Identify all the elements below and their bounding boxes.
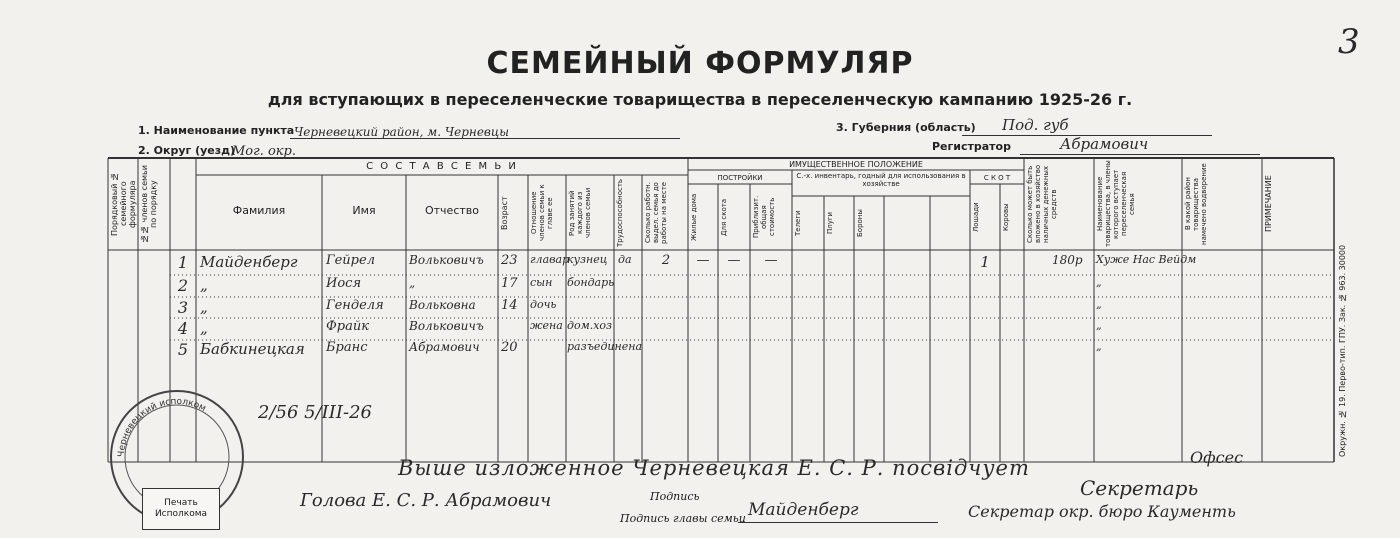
header-money: Сколько может быть вложено в хозяйство наличных денежных средств: [1026, 164, 1058, 244]
row-4-occupation: дом.хоз: [567, 319, 613, 332]
header-surname: Фамилия: [232, 204, 286, 217]
row-1-value: —: [764, 253, 778, 268]
header-occupation: Род занятий каждого из членов семьи: [568, 187, 592, 239]
header-houses: Жилые дома: [690, 193, 698, 241]
field-1-label: 1. Наименование пункта: [138, 124, 295, 137]
header-name: Имя: [352, 204, 376, 217]
row-1-relation: главар: [530, 253, 570, 266]
row-4-relation: жена: [530, 319, 563, 332]
row-4-name: Фрайк: [326, 319, 369, 334]
certification-text: Выше изложенное Черневецкая Е. С. Р. посвідчует: [398, 456, 1030, 480]
header-property-group: ИМУЩЕСТВЕННОЕ ПОЛОЖЕНИЕ: [789, 160, 923, 169]
field-2-value: Мог. окр.: [232, 144, 297, 159]
row-2-name: Иося: [326, 276, 362, 291]
row-1-money: 180р: [1052, 253, 1083, 267]
row-1-house: —: [696, 253, 710, 268]
svg-text:Черневецкий исполком: [117, 397, 207, 457]
row-2-age: 17: [501, 276, 518, 291]
header-harrows: Бороны: [856, 209, 864, 237]
header-ploughs: Плуги: [826, 211, 834, 235]
row-3-patronymic: Вольковна: [409, 298, 476, 312]
header-building-value: Приблизит. общая стоимость: [752, 195, 776, 239]
row-5-patronymic: Абрамович: [409, 340, 480, 354]
row-1-partnership: Хуже Нас Вейдм: [1096, 253, 1197, 266]
header-workers: Сколько работн. выдел. семья до работы на месте: [644, 181, 668, 245]
row-5-age: 20: [501, 340, 518, 355]
row-4-patronymic: Вольковичъ: [409, 319, 484, 333]
header-partnership: Наименование товарищества, в члены которого вступает переселенческая семья: [1096, 160, 1136, 248]
row-4-partnership: „: [1096, 319, 1102, 332]
row-3-relation: дочь: [530, 298, 557, 311]
printer-imprint: Окружн. № 19. Перво-тип. ГПУ. Зак. № 963. 30000: [1338, 244, 1347, 458]
row-5-name: Бранс: [326, 340, 368, 355]
row-3-partnership: „: [1096, 298, 1102, 311]
header-note: ПРИМЕЧАНИЕ: [1264, 175, 1273, 233]
row-1-age: 23: [501, 253, 518, 268]
header-family-group: С О С Т А В С Е М Ь И: [366, 161, 518, 172]
header-cows: Коровы: [1002, 203, 1010, 231]
chairman-signature: Голова Е. С. Р. Абрамович: [300, 490, 552, 511]
header-form-number: Порядковый № семейного формуляра: [110, 172, 137, 236]
header-livestock-group: С К О Т: [983, 174, 1011, 182]
row-2-occupation: бондарь: [567, 276, 615, 289]
field-1-value: Черневецкий район, м. Черневцы: [294, 125, 510, 139]
row-1-patronymic: Вольковичъ: [409, 253, 484, 267]
head-signature-value: Майденберг: [748, 500, 859, 520]
row-3-num: 3: [177, 298, 189, 317]
header-relation: Отношение членов семьи к главе ее: [530, 184, 554, 242]
row-1-horses: 1: [980, 253, 990, 271]
stamp-badge: Печать Исполкома: [142, 488, 220, 530]
row-1-ability: да: [618, 253, 632, 266]
row-2-patronymic: „: [409, 276, 416, 290]
row-1-surname: Майденберг: [200, 253, 298, 271]
header-carts: Телеги: [794, 210, 802, 236]
row-3-name: Генделя: [326, 298, 384, 313]
registrar-label: Регистратор: [932, 140, 1011, 153]
stamp-text: Черневецкий исполком: [116, 396, 208, 458]
row-3-age: 14: [501, 298, 518, 313]
row-5-surname: Бабкинецкая: [200, 340, 305, 358]
field-3-value: Под. губ: [1002, 116, 1069, 134]
row-1-workers: 2: [661, 253, 671, 268]
row-2-partnership: „: [1096, 276, 1102, 289]
row-2-num: 2: [177, 276, 189, 295]
form-title: СЕМЕЙНЫЙ ФОРМУЛЯР: [486, 46, 914, 81]
header-inventory-group: С.-х. инвентарь, годный для использования в хозяйстве: [796, 172, 966, 188]
row-1-num: 1: [177, 253, 189, 272]
row-5-partnership: „: [1096, 340, 1102, 353]
header-age: Возраст: [500, 196, 509, 230]
header-patronymic: Отчество: [424, 204, 479, 217]
registrar-value: Абрамович: [1060, 135, 1149, 153]
row-1-occupation: кузнец: [567, 253, 608, 266]
row-4-surname: „: [200, 319, 208, 337]
page-corner-number: 3: [1338, 22, 1360, 62]
form-subtitle: для вступающих в переселенческие товарищества в переселенческую кампанию 1925-26 г.: [267, 90, 1133, 109]
stamp-number: 2/56 5/III-26: [258, 402, 372, 423]
secretary-line: Секретар окр. бюро Каументь: [968, 502, 1236, 521]
secretary-signature: Секретарь: [1080, 476, 1199, 500]
signature-label: Подпись: [650, 490, 700, 503]
header-cattle-sheds: Для скота: [720, 198, 728, 236]
header-buildings-group: ПОСТРОЙКИ: [717, 174, 763, 182]
header-horses: Лошади: [972, 202, 980, 232]
signature-mark-top: Офсес: [1190, 448, 1244, 467]
row-5-num: 5: [177, 340, 189, 359]
row-4-num: 4: [177, 319, 189, 338]
head-signature-label: Подпись главы семьи: [620, 512, 746, 525]
header-member-number: №№ членов семьи по порядку: [140, 165, 158, 243]
row-5-occupation: разъединена: [567, 340, 643, 353]
row-2-surname: „: [200, 276, 208, 294]
header-ability: Трудоспособность: [616, 178, 624, 248]
row-1-sheds: —: [727, 253, 741, 268]
row-3-surname: „: [200, 298, 208, 316]
header-settlement-region: В какой район товарищества намечено водворение: [1184, 163, 1208, 245]
field-3-label: 3. Губерния (область): [836, 121, 976, 134]
row-1-name: Гейрел: [326, 253, 375, 268]
head-signature-line: [738, 500, 938, 523]
field-2-label: 2. Округ (уезд): [138, 144, 236, 157]
row-2-relation: сын: [530, 276, 553, 289]
